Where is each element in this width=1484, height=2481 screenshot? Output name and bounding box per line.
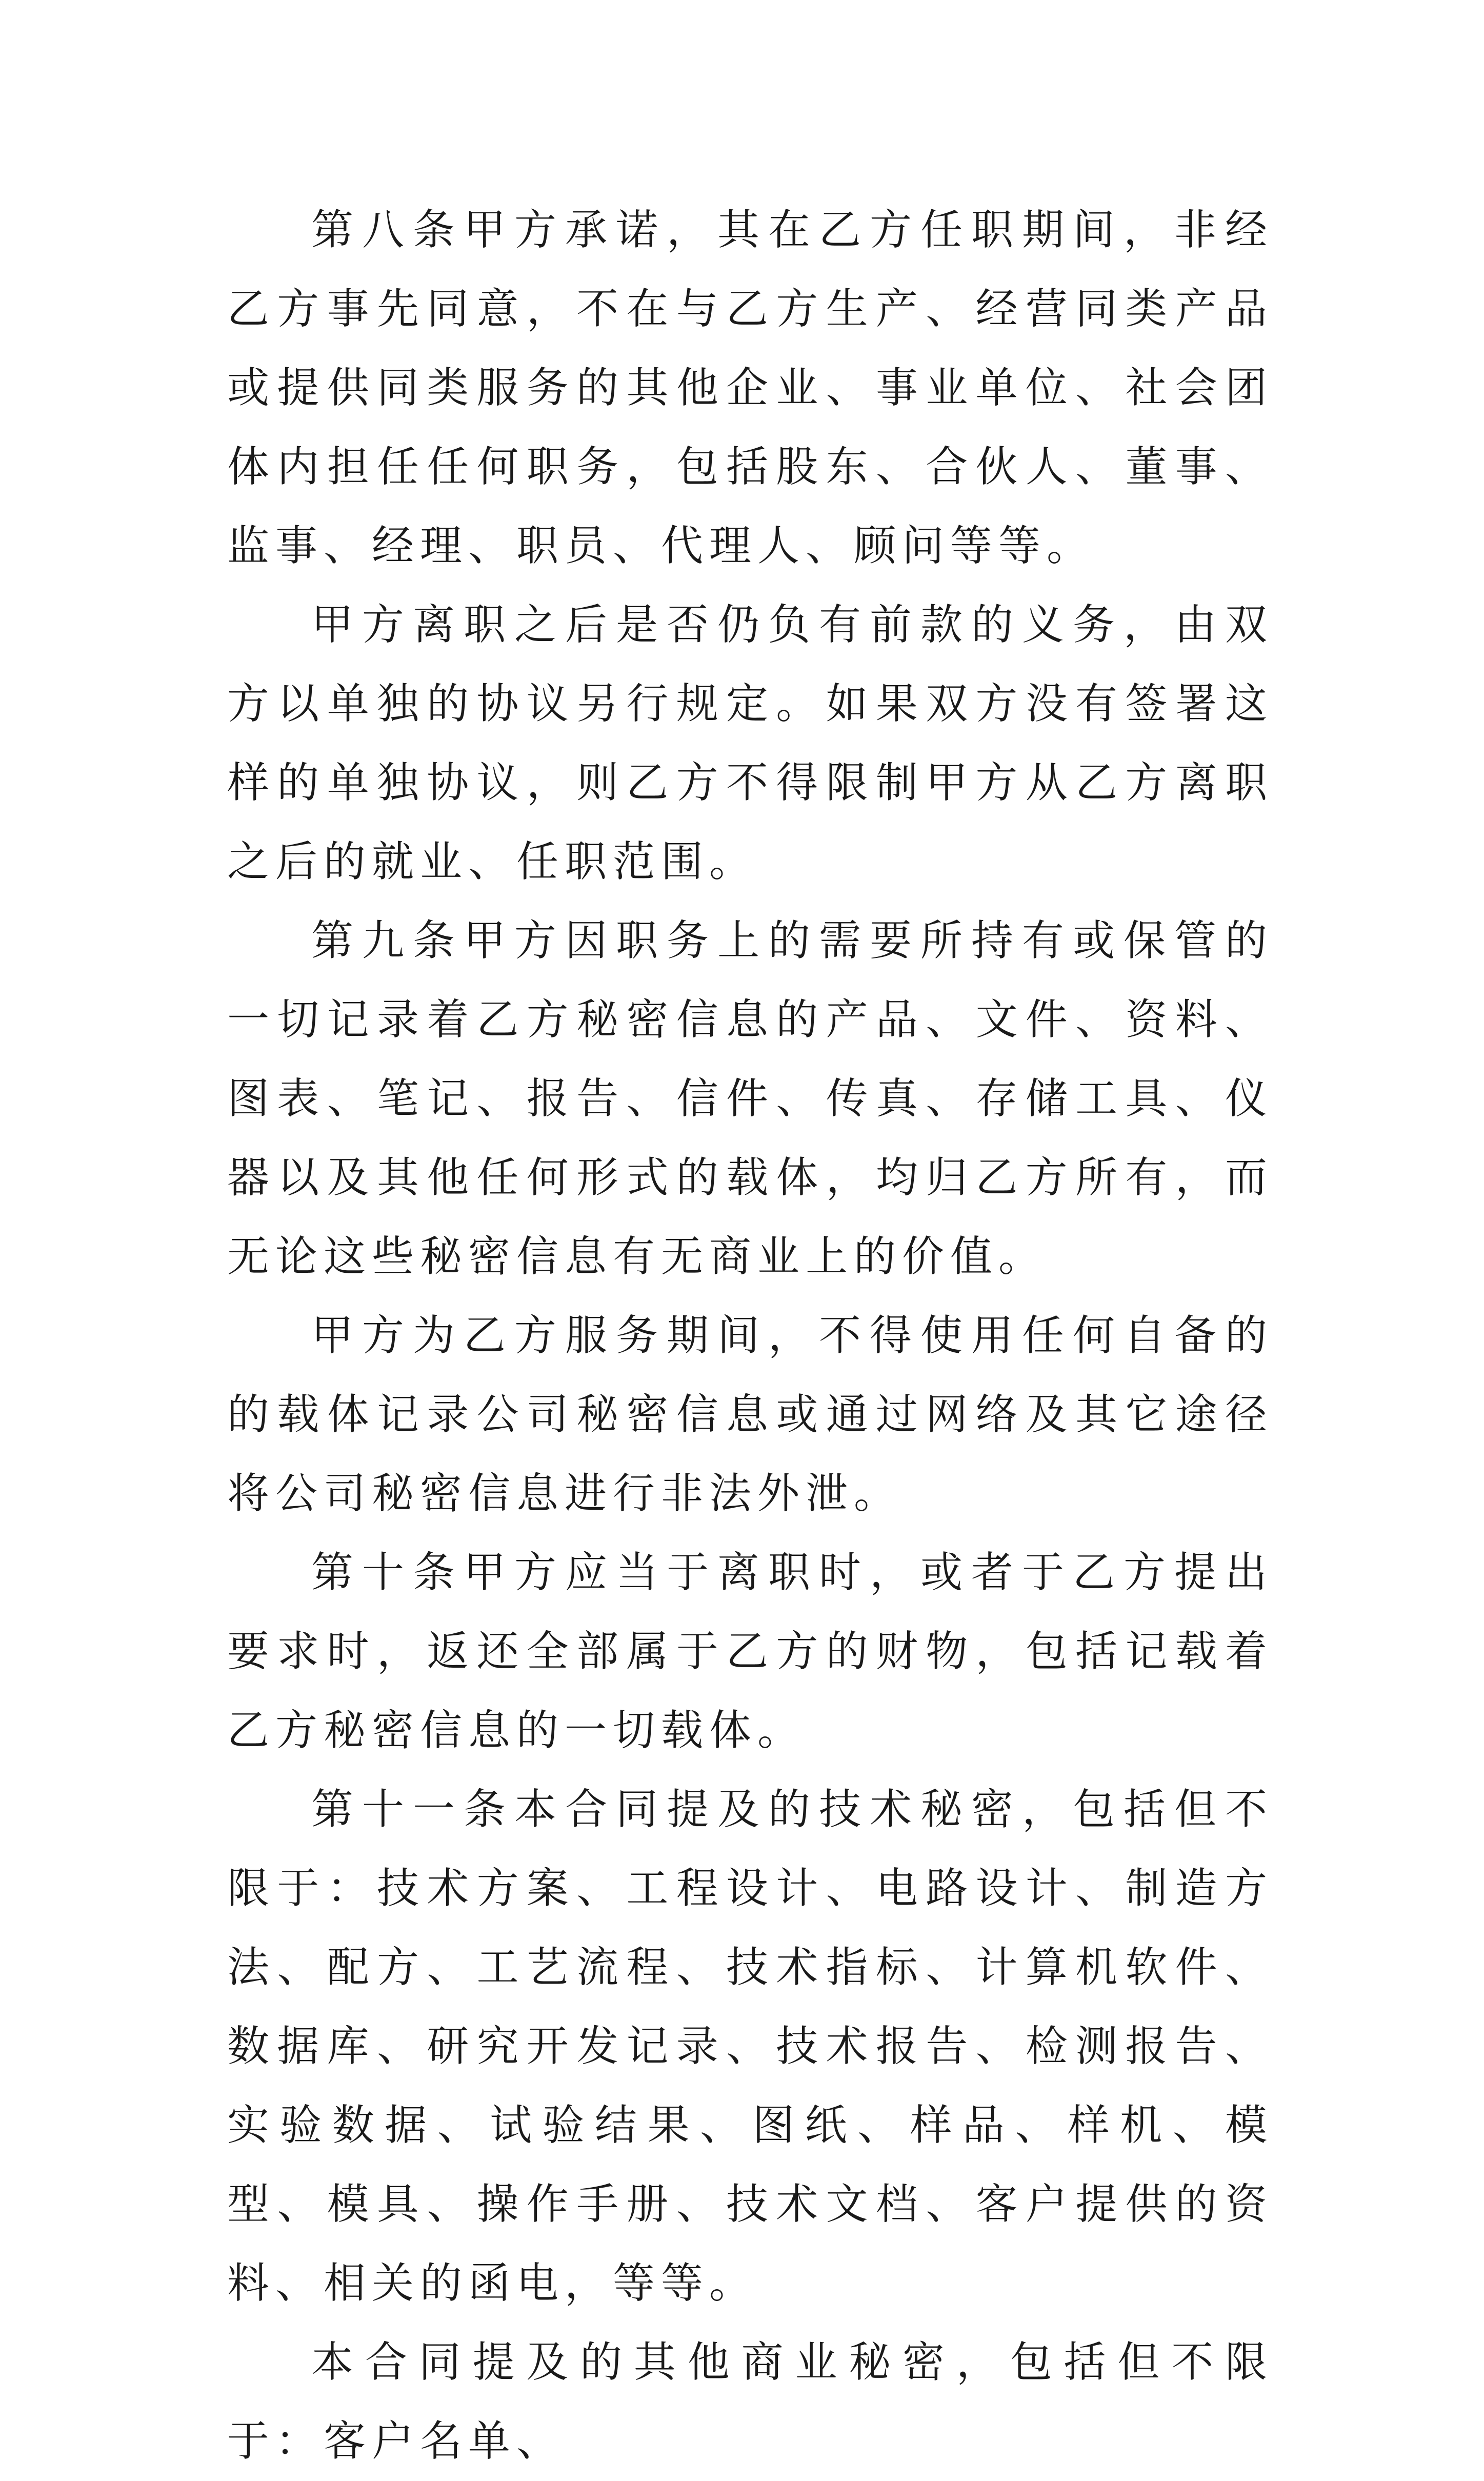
paragraph-article-10: 第十条甲方应当于离职时，或者于乙方提出要求时，返还全部属于乙方的财物，包括记载着乙方秘密信息的一切载体。 [227,1548,1273,1755]
paragraph-post-employment: 甲方离职之后是否仍负有前款的义务，由双方以单独的协议另行规定。如果双方没有签署这样的单独协议，则乙方不得限制甲方从乙方离职之后的就业、任职范围。 [227,601,1273,886]
paragraph-service-period: 甲方为乙方服务期间，不得使用任何自备的的载体记录公司秘密信息或通过网络及其它途径将公司秘密信息进行非法外泄。 [227,1311,1273,1518]
paragraph-article-11: 第十一条本合同提及的技术秘密，包括但不限于：技术方案、工程设计、电路设计、制造方法、配方、工艺流程、技术指标、计算机软件、数据库、研究开发记录、技术报告、检测报告、实验数据、试验结果、图纸、样品、样机、模型、模具、操作手册、技术文档、客户提供的资料、相关的函电，等等。 [227,1785,1273,2308]
paragraph-article-9: 第九条甲方因职务上的需要所持有或保管的一切记录着乙方秘密信息的产品、文件、资料、图表、笔记、报告、信件、传真、存储工具、仪器以及其他任何形式的载体，均归乙方所有，而无论这些秘密信息有无商业上的价值。 [227,916,1273,1281]
paragraph-article-8: 第八条甲方承诺，其在乙方任职期间，非经乙方事先同意，不在与乙方生产、经营同类产品或提供同类服务的其他企业、事业单位、社会团体内担任任何职务，包括股东、合伙人、董事、监事、经理、职员、代理人、顾问等等。 [227,206,1273,570]
paragraph-other-secrets: 本合同提及的其他商业秘密，包括但不限于：客户名单、 [227,2338,1273,2466]
document-body [227,191,1273,2481]
